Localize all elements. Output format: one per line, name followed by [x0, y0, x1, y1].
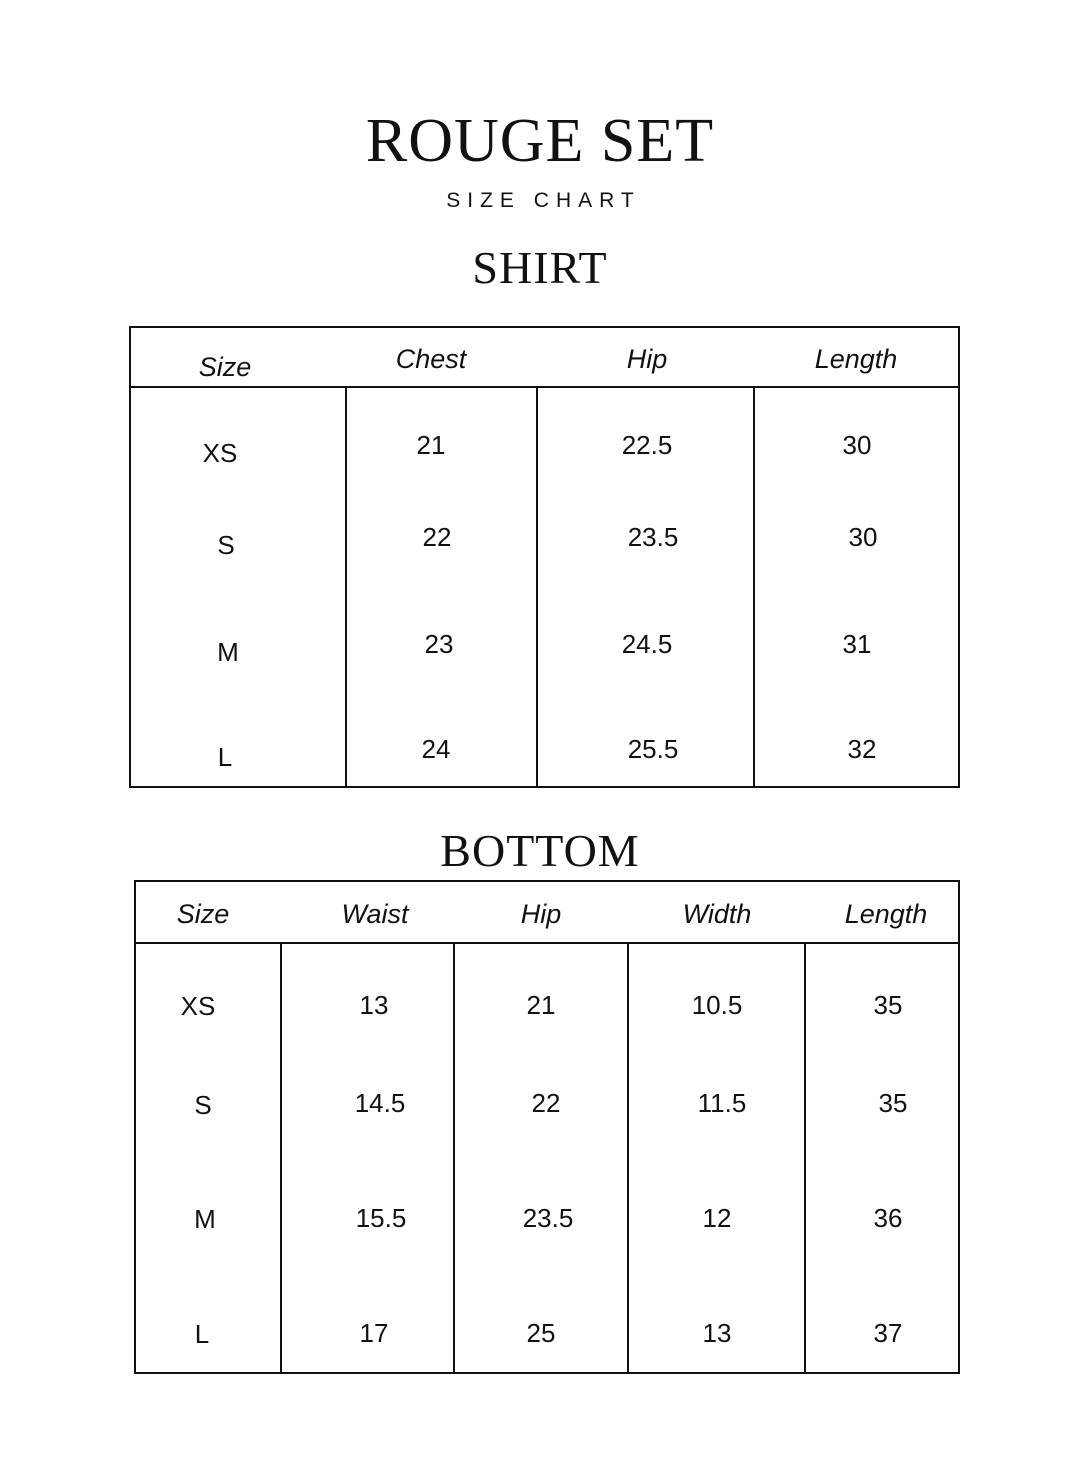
shirt-header-length: Length	[814, 344, 898, 374]
bottom-column-divider	[453, 942, 455, 1374]
shirt-column-divider	[536, 386, 538, 788]
shirt-cell-hip: 25.5	[627, 734, 679, 764]
page-subtitle: SIZE CHART	[446, 189, 641, 212]
shirt-cell-size: XS	[202, 438, 238, 468]
shirt-cell-hip: 22.5	[621, 430, 673, 460]
bottom-cell-width: 11.5	[697, 1088, 747, 1118]
shirt-cell-hip: 24.5	[621, 629, 673, 659]
shirt-cell-length: 30	[848, 522, 878, 552]
bottom-cell-hip: 23.5	[522, 1203, 574, 1233]
shirt-cell-length: 31	[842, 629, 872, 659]
bottom-cell-length: 37	[873, 1318, 903, 1348]
shirt-cell-size: M	[217, 637, 239, 667]
shirt-column-divider	[753, 386, 755, 788]
bottom-cell-size: XS	[180, 991, 216, 1021]
shirt-cell-hip: 23.5	[627, 522, 679, 552]
bottom-cell-hip: 22	[531, 1088, 561, 1118]
bottom-cell-waist: 14.5	[354, 1088, 406, 1118]
shirt-table-border	[129, 326, 960, 788]
bottom-header-divider	[134, 942, 960, 944]
bottom-cell-length: 35	[878, 1088, 908, 1118]
bottom-header-size: Size	[176, 899, 230, 929]
bottom-header-waist: Waist	[341, 899, 409, 929]
shirt-cell-chest: 24	[421, 734, 451, 764]
bottom-cell-waist: 17	[359, 1318, 389, 1348]
shirt-header-chest: Chest	[395, 344, 467, 374]
shirt-cell-size: L	[217, 742, 233, 772]
bottom-header-length: Length	[844, 899, 928, 929]
bottom-header-width: Width	[682, 899, 752, 929]
shirt-header-size: Size	[198, 352, 252, 382]
bottom-column-divider	[804, 942, 806, 1374]
bottom-cell-hip: 25	[526, 1318, 556, 1348]
shirt-header-hip: Hip	[626, 344, 668, 374]
bottom-cell-hip: 21	[526, 990, 556, 1020]
bottom-cell-waist: 15.5	[355, 1203, 407, 1233]
shirt-cell-chest: 22	[422, 522, 452, 552]
shirt-cell-chest: 23	[424, 629, 454, 659]
bottom-section-title: BOTTOM	[440, 825, 640, 876]
bottom-cell-width: 12	[702, 1203, 732, 1233]
bottom-cell-size: L	[194, 1319, 210, 1349]
bottom-cell-waist: 13	[359, 990, 389, 1020]
bottom-cell-size: M	[194, 1204, 216, 1234]
bottom-cell-length: 36	[873, 1203, 903, 1233]
shirt-cell-length: 32	[847, 734, 877, 764]
page-title: ROUGE SET	[365, 107, 715, 175]
bottom-column-divider	[280, 942, 282, 1374]
shirt-header-divider	[129, 386, 960, 388]
bottom-cell-length: 35	[873, 990, 903, 1020]
bottom-cell-size: S	[194, 1090, 212, 1120]
bottom-cell-width: 10.5	[691, 990, 743, 1020]
bottom-column-divider	[627, 942, 629, 1374]
shirt-column-divider	[345, 386, 347, 788]
bottom-header-hip: Hip	[520, 899, 562, 929]
shirt-cell-chest: 21	[416, 430, 446, 460]
bottom-cell-width: 13	[702, 1318, 732, 1348]
bottom-table-border	[134, 880, 960, 1374]
shirt-cell-size: S	[217, 530, 235, 560]
shirt-section-title: SHIRT	[472, 242, 608, 293]
shirt-cell-length: 30	[842, 430, 872, 460]
